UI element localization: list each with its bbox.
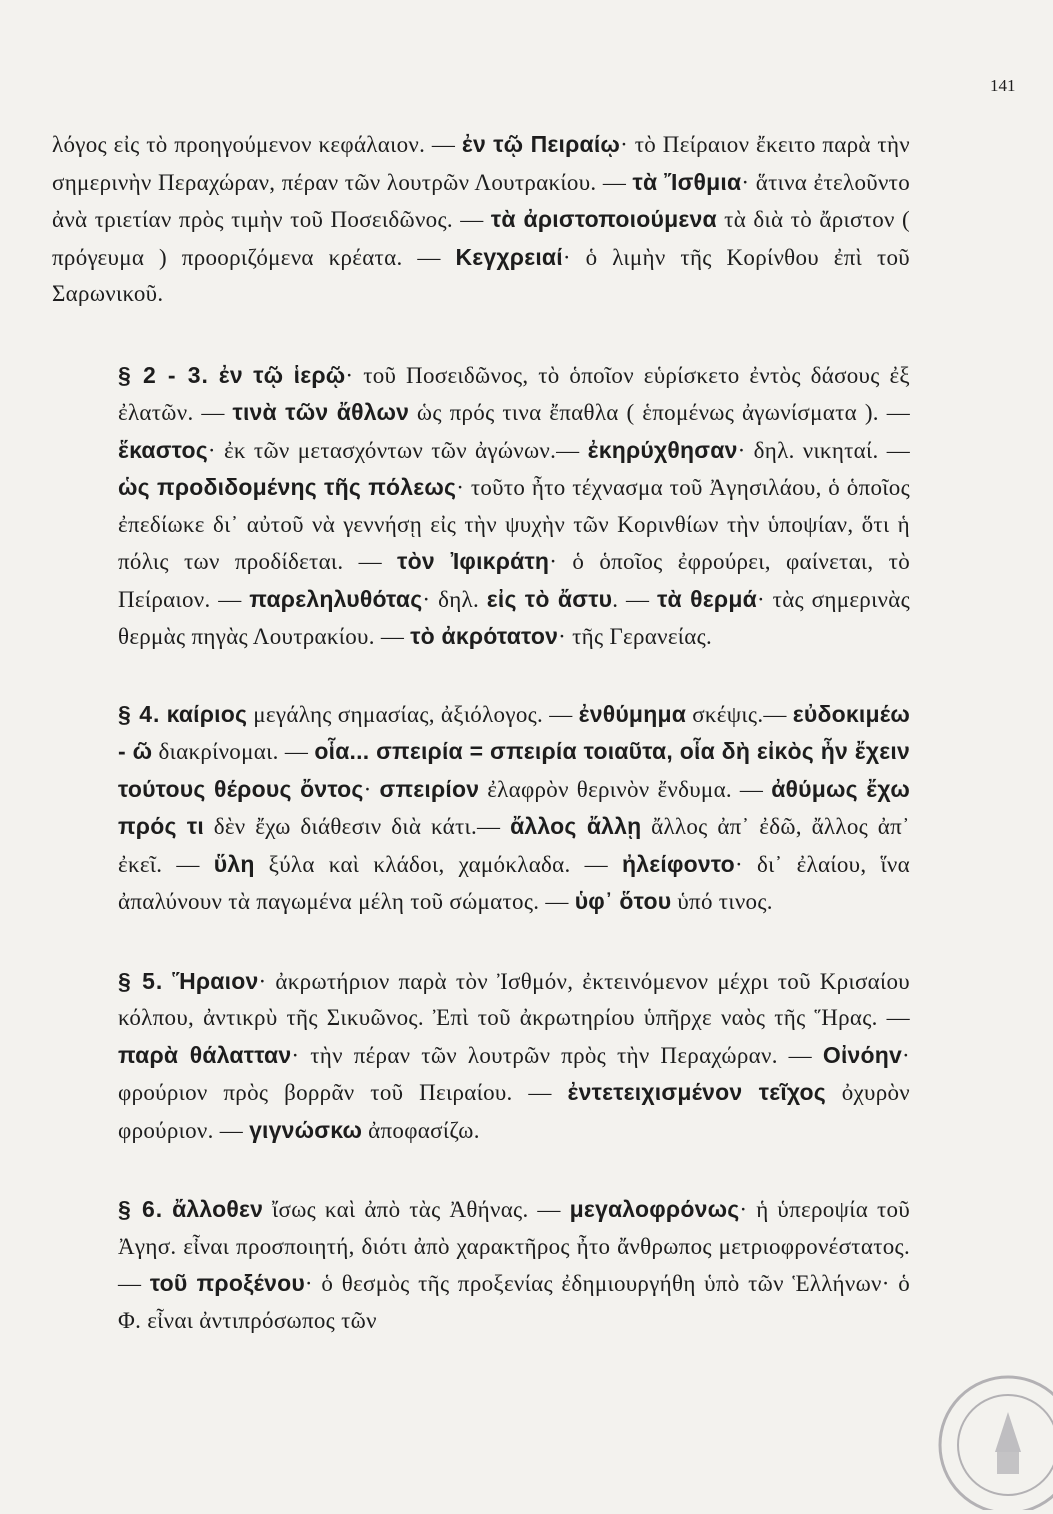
gloss-text: σκέψις.— [686,701,793,727]
gloss-text: · ἅτινα ἐτελοῦντο ἀνὰ τριετίαν πρὸς τιμὴν τοῦ Ποσειδῶνος. — [52,169,910,232]
lemma-term: ἐν τῷ ἱερῷ [218,361,346,388]
gloss-text: · [363,776,380,802]
lemma-term: μεγαλοφρόνως [569,1196,740,1222]
gloss-text: · δηλ. [422,586,487,612]
lemma-term: τοῦ προξένου [149,1270,305,1296]
gloss-text: · τὴν πέραν τῶν λουτρῶν πρὸς τὴν Περαχώραν. — [291,1042,823,1068]
lemma-term: οἷα... σπειρία = σπειρία τοιαῦτα, οἷα δὴ εἰκὸς ἦν ἔχειν τούτους θέρους ὄντος [118,738,910,802]
gloss-text: μεγάλης σημασίας, ἀξιόλογος. — [247,701,579,727]
lemma-term: σπειρίον [379,775,480,802]
gloss-text: · τοῦτο ἦτο τέχνασμα τοῦ Ἀγησιλάου, ὁ ὁποῖος ἐπεδίωκε δι᾽ αὐτοῦ νὰ γεννήσῃ εἰς τὴν ψυχὴν τῶν Κορινθίων τὴν ὑποψίαν, ὅτι ἡ πόλις των προδίδεται. — [118,475,911,574]
gloss-text: · δι᾽ ἐλαίου, ἵνα ἀπαλύνουν τὰ παγωμένα μέλη τοῦ σώματος. — [118,851,910,914]
section-marker: § 5. [118,967,164,994]
lemma-term: τινὰ τῶν ἄθλων [232,399,410,425]
lemma-term: τὰ ἀριστοποιούμενα [490,206,717,232]
lemma-term: ἀθύμως ἔχω πρός τι [118,775,911,839]
lemma-term: τὰ Ἴσθμια [632,168,742,195]
lemma-term: Οἰνόηv [822,1041,903,1068]
page-body [52,126,910,1339]
lemma-term: ἐνθύμημα [578,700,687,727]
lemma-term: εὐδοκιμέω - ῶ [118,700,910,764]
lemma-term: ἄλλοθεν [172,1196,264,1222]
gloss-text: ἄλλος ἀπ᾽ ἐδῶ, ἄλλος ἀπ᾽ ἐκεῖ. — [118,814,910,877]
gloss-text: . — [612,586,658,612]
lemma-term: ἕκαστος [118,436,208,463]
lemma-term: παρεληλυθότας [249,585,423,612]
gloss-text: · τὸ Πείραιον ἔκειτο παρὰ τὴν σημερινὴν Περαχώραν, πέραν τῶν λουτρῶν Λουτρακίου. — [52,132,911,195]
section-marker: § 2 - 3. [118,361,209,388]
gloss-text: · τὰς σημερινὰς θερμὰς πηγὰς Λουτρακίου. — [118,586,911,649]
section-marker: § 4. [118,700,161,727]
gloss-text: ἀποφασίζω. [362,1117,480,1143]
lemma-term: εἰς τὸ ἄστυ [486,585,613,612]
gloss-text: · ὁ λιμὴν τῆς Κορίνθου ἐπὶ τοῦ Σαρωνικοῦ. [52,244,910,306]
paragraph-section-4 [52,696,910,921]
lemma-term: τὸ ἀκρότατον [410,623,559,649]
gloss-text: ξύλα καὶ κλάδοι, χαμόκλαδα. — [254,851,623,877]
gloss-text: · ἡ ὑπεροψία τοῦ Ἀγησ. εἶναι προσποιητή, διότι ἀπὸ χαρακτῆρος ἦτο ἄνθρωπος μετριοφρονέστατος. — [118,1197,911,1296]
lemma-term: Κεγχρειαί [455,243,563,270]
gloss-text: · τῆς Γερανείας. [558,624,713,649]
gloss-text: · δηλ. νικηταί. — [737,437,910,463]
page-number: 141 [990,76,1016,95]
lemma-term: ἐκηρύχθησαν [587,436,738,463]
lemma-term: ὑφ᾽ ὅτου [574,888,672,914]
lemma-term: τὰ θερμά [657,585,757,612]
gloss-text: ὡς πρός τινα ἔπαθλα ( ἑπομένως ἀγωνίσματα ). — [409,400,910,425]
lemma-term: ἐντετειχισμένον τεῖχος [567,1079,826,1105]
lemma-term: Ἥραιον [172,967,259,994]
section-marker: § 6. [118,1196,164,1222]
gloss-text: · φρούριον πρὸς βορρᾶν τοῦ Πειραίου. — [118,1042,910,1105]
lemma-term: καίριος [166,700,248,727]
gloss-text: διακρίνομαι. — [152,739,315,764]
gloss-text: ἐλαφρὸν θερινὸν ἔνδυμα. — [479,776,772,802]
library-stamp-graphic [923,1360,1053,1510]
lemma-term: ἐν τῷ Πειραίῳ [461,131,621,157]
gloss-text: · τοῦ Ποσειδῶνος, τὸ ὁποῖον εὑρίσκετο ἐντὸς δάσους ἐξ ἐλατῶν. — [118,362,910,425]
lemma-term: ὕλη [213,850,255,877]
library-stamp [923,1360,1053,1510]
gloss-text [163,969,172,994]
gloss-text [163,1197,172,1222]
gloss-text: · ὁ ὁποῖος ἐφρούρει, φαίνεται, τὸ Πείραιον. — [118,549,910,612]
gloss-text: λόγος εἰς τὸ προηγούμενον κεφάλαιον. — [52,132,462,157]
lemma-term: τὸν Ἰφικράτη [397,548,550,574]
gloss-text: ὑπό τινος. [671,889,773,914]
gloss-text: · ὁ θεσμὸς τῆς προξενίας ἐδημιουργήθη ὑπὸ τῶν Ἑλλήνων· ὁ Φ. εἶναι ἀντιπρόσωπος τῶν [118,1271,910,1333]
gloss-text: ὀχυρὸν φρούριον. — [118,1080,911,1143]
lemma-term: ἠλείφοντο [622,850,735,877]
paragraph-section-2-3 [52,357,910,656]
paragraph-0 [52,126,910,313]
lemma-term: γιγνώσκω [249,1116,363,1143]
gloss-text: · ἀκρωτήριον παρὰ τὸν Ἰσθμόν, ἐκτεινόμενον μέχρι τοῦ Κρισαίου κόλπου, ἀντικρὺ τῆς Σικυῶνος. Ἐπὶ τοῦ ἀκρωτηρίου ὑπῆρχε ναὸς τῆς Ἥρας. — [118,968,910,1030]
paragraph-section-6 [52,1191,910,1339]
gloss-text [209,363,219,388]
gloss-text: δὲν ἔχω διάθεσιν διὰ κάτι.— [203,814,511,839]
gloss-text: · ἐκ τῶν μετασχόντων τῶν ἀγώνων.— [207,437,588,463]
paragraph-section-5 [52,963,910,1150]
lemma-term: ὡς προδιδομένης τῆς πόλεως [118,474,457,500]
gloss-text: τὰ διὰ τὸ ἄριστον ( πρόγευμα ) προοριζόμενα κρέατα. — [52,207,910,270]
gloss-text: ἴσως καὶ ἀπὸ τὰς Ἀθήνας. — [263,1197,570,1222]
lemma-term: ἄλλος ἄλλῃ [510,813,642,839]
lemma-term: παρὰ θάλατταν [118,1041,292,1068]
